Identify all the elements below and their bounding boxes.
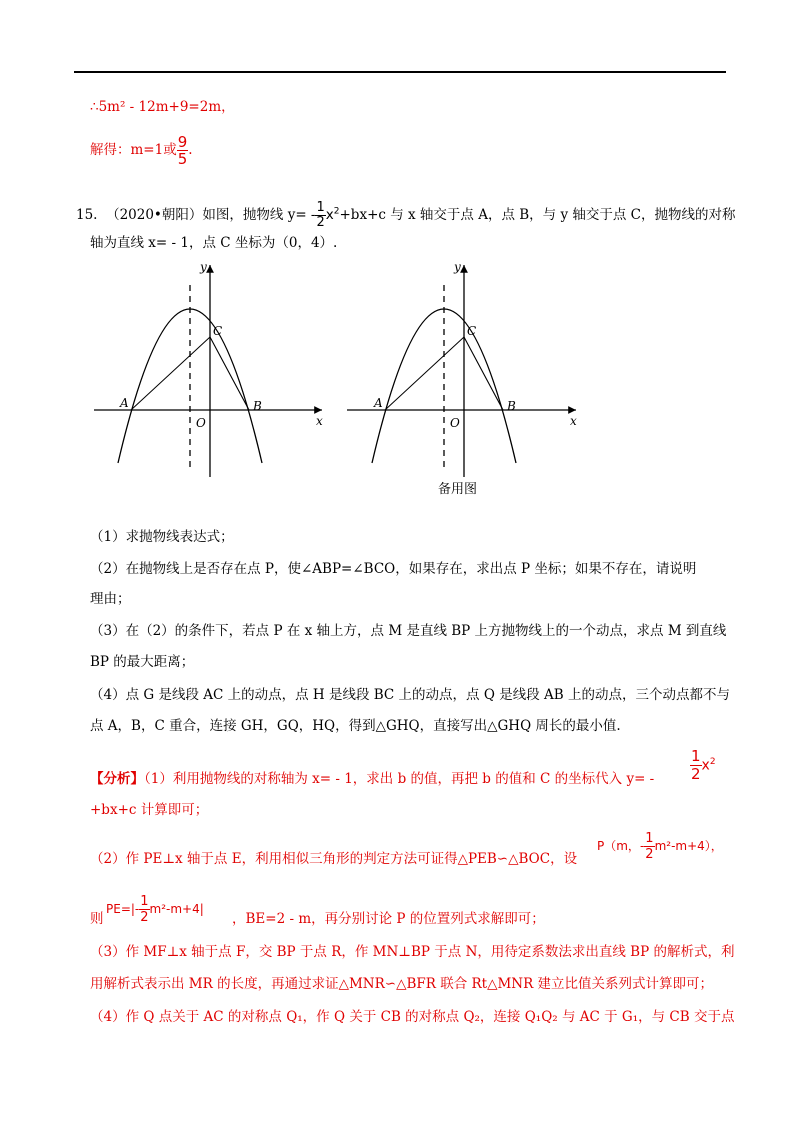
label-y-backup: y (454, 260, 461, 274)
analysis-3-line-2: 用解析式表示出 MR 的长度，再通过求证△MNR∽△BFR 联合 Rt△MNR 建立比值关系列式计算即可； (90, 976, 714, 992)
analysis-2-line-2-rest: ，BE=2 - m，再分别讨论 P 的位置列式求解即可； (232, 911, 545, 927)
problem-line-1: 15. （2020•朝阳）如图，抛物线 y= - $\frac{1}{2}$ $x^2+bx+c$ 与 x 轴交于点 A，点 B，与 y 轴交于点 C，抛物线的对称 (76, 200, 736, 230)
question-4-line-1: （4）点 G 是线段 AC 上的动点，点 H 是线段 BC 上的动点，点 Q 是线段 AB 上的动点，三个动点都不与 (90, 687, 730, 703)
analysis-line-2: +bx+c 计算即可； (90, 802, 209, 818)
figure-caption: 备用图 (438, 482, 478, 497)
label-c: C (213, 324, 223, 338)
solution-line-2-text: 解得：m=1或 (90, 142, 177, 158)
segment-cb-backup (464, 337, 503, 410)
label-a-backup: A (374, 396, 383, 410)
solution-line-1: ∴5m² - 12m+9=2m， (90, 99, 235, 115)
fraction-9-5: $\frac{9}{5}$ (177, 133, 188, 168)
analysis-3-line-1: （3）作 MF⊥x 轴于点 F，交 BP 于点 R，作 MN⊥BP 于点 N，用待定系数法求出直线 BP 的解析式，利 (90, 944, 735, 960)
question-3-line-2: BP 的最大距离； (90, 654, 195, 670)
segment-cb (210, 337, 249, 410)
problem-line-2: 轴为直线 x= - 1，点 C 坐标为（0，4）. (90, 235, 338, 251)
pe-expression: PE=|- $\frac{1}{2}$ m²-m+4| (106, 894, 204, 925)
question-2-line-2: 理由； (90, 591, 131, 607)
label-x-backup: x (570, 414, 577, 428)
label-b: B (253, 399, 262, 413)
label-y: y (200, 260, 207, 274)
problem-number: 15. (76, 207, 98, 223)
label-c-backup: C (467, 324, 477, 338)
analysis-4-line-1: （4）作 Q 点关于 AC 的对称点 Q₁，作 Q 关于 CB 的对称点 Q₂，连接 Q₁Q₂ 与 AC 于 G₁，与 CB 交于点 (90, 1009, 735, 1025)
label-b-backup: B (507, 399, 516, 413)
solution-line-2: 解得：m=1或 $\frac{9}{5}$ . (90, 133, 193, 168)
label-o-backup: O (450, 416, 460, 430)
main-figure (94, 265, 322, 477)
coef-fraction: $\frac{1}{2}$ (316, 200, 325, 230)
analysis-tag: 【分析】 (90, 771, 144, 787)
label-a: A (120, 396, 129, 410)
backup-figure (347, 265, 576, 477)
question-2-line-1: （2）在抛物线上是否存在点 P，使∠ABP=∠BCO，如果存在，求出点 P 坐标；如果不存在，请说明 (90, 561, 697, 577)
question-4-line-2: 点 A，B，C 重合，连接 GH，GQ，HQ，得到△GHQ，直接写出△GHQ 周长的最小值. (90, 718, 621, 734)
analysis-line-1: 【分析】（1）利用抛物线的对称轴为 x= - 1，求出 b 的值，再把 b 的值和 C 的坐标代入 y= - (90, 771, 655, 787)
analysis-2-line-2: 则 (90, 911, 104, 927)
point-p-expression: P（m，- $\frac{1}{2}$ m²-m+4）， (597, 831, 723, 862)
parabola-figures (0, 255, 800, 505)
label-x: x (316, 414, 323, 428)
label-o: O (196, 416, 206, 430)
header-rule (74, 71, 726, 73)
analysis-fraction-half-x2: $\frac{1}{2}$ $x^2$ (691, 747, 716, 783)
question-3-line-1: （3）在（2）的条件下，若点 P 在 x 轴上方，点 M 是直线 BP 上方抛物线上的一个动点，求点 M 到直线 (90, 623, 727, 639)
question-1: （1）求抛物线表达式； (90, 529, 234, 545)
analysis-2-line-1: （2）作 PE⊥x 轴于点 E，利用相似三角形的判定方法可证得△PEB∽△BOC，设 (90, 851, 578, 867)
